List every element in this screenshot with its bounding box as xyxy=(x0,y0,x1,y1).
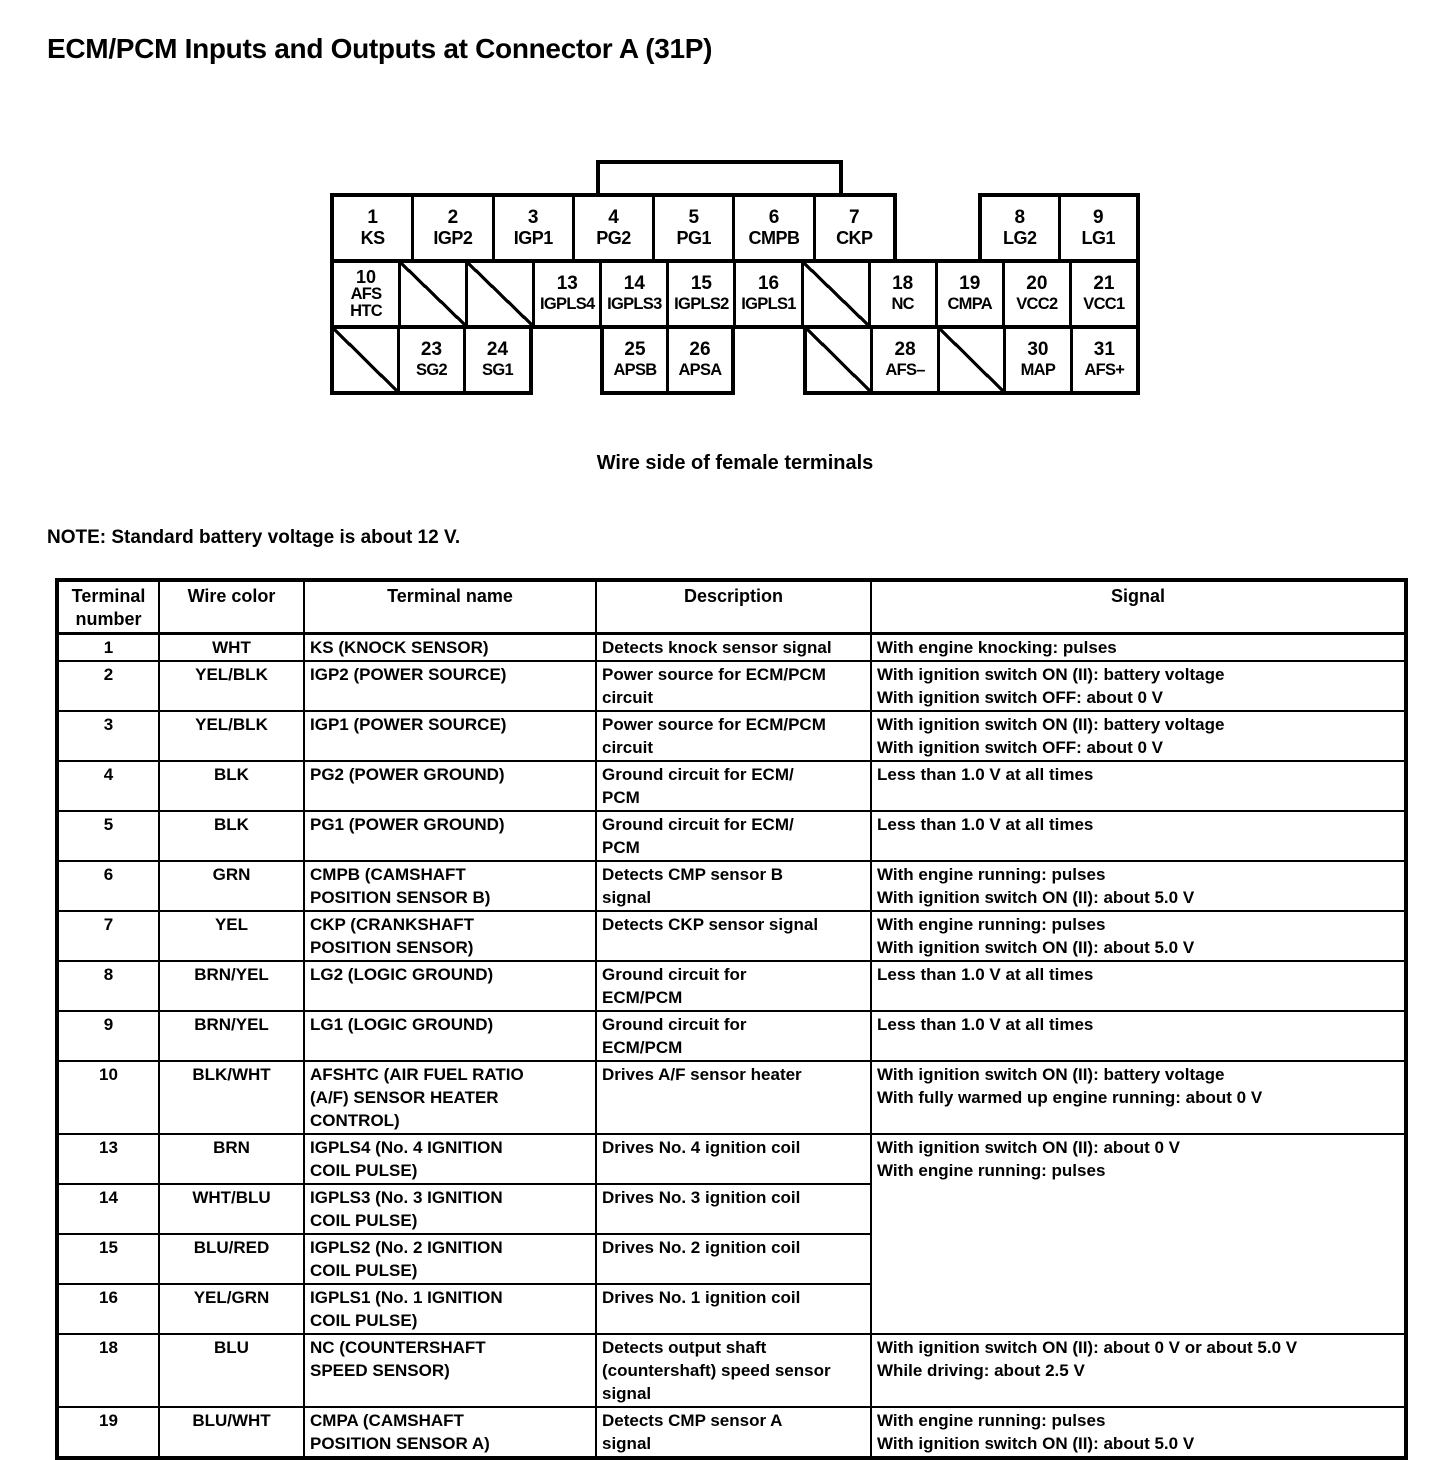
connector-pin-1 xyxy=(334,197,411,259)
pin-label: VCC1 xyxy=(1083,295,1125,313)
pin-number: 18 xyxy=(892,273,914,294)
connector-pin-8 xyxy=(982,197,1058,259)
pin-label: SG1 xyxy=(482,361,513,379)
terminal-name-cell xyxy=(304,661,596,711)
pin-number: 24 xyxy=(486,339,509,360)
wire-color-cell: BLU/WHT xyxy=(159,1407,304,1458)
text-line: PG2 (POWER GROUND) xyxy=(310,765,505,784)
pin-label: APSA xyxy=(678,361,722,379)
text-line: With ignition switch ON (II): battery voltage xyxy=(877,1065,1225,1084)
pin-number: 16 xyxy=(757,273,780,294)
text-line: LG2 (LOGIC GROUND) xyxy=(310,965,494,984)
text-line: LG1 (LOGIC GROUND) xyxy=(310,1015,494,1034)
wire-color-cell: YEL/BLK xyxy=(159,661,304,711)
wire-color-cell: BLK xyxy=(159,761,304,811)
text-line: With ignition switch ON (II): about 0 V or about 5.0 V xyxy=(877,1338,1298,1357)
connector-cell-crossed xyxy=(801,263,868,325)
pin-number: 21 xyxy=(1093,273,1115,294)
text-line: With engine running: pulses xyxy=(877,915,1106,934)
pin-label: CKP xyxy=(836,228,873,248)
connector-pin-23 xyxy=(397,329,463,391)
pin-label: LG1 xyxy=(1081,228,1115,248)
connector-row1-left-group xyxy=(330,193,897,263)
connector-cell-crossed xyxy=(334,329,397,391)
text-line: With ignition switch ON (II): about 5.0 V xyxy=(877,888,1195,907)
text-line: POSITION SENSOR B) xyxy=(310,888,491,907)
description-cell xyxy=(596,711,871,761)
table-header xyxy=(57,580,1406,634)
wire-color-cell: YEL/BLK xyxy=(159,711,304,761)
wire-color-cell: YEL/GRN xyxy=(159,1284,304,1334)
pin-label: IGPLS1 xyxy=(741,295,796,313)
text-line: Power source for ECM/PCM xyxy=(602,665,826,684)
wire-color-cell: WHT xyxy=(159,634,304,662)
connector-pin-26 xyxy=(666,329,731,391)
pin-number: 20 xyxy=(1026,273,1048,294)
connector-pin-9 xyxy=(1058,197,1137,259)
text-line: Ground circuit for ECM/ xyxy=(602,765,794,784)
terminal-number-cell: 14 xyxy=(57,1184,159,1234)
signal-cell xyxy=(871,961,1406,1011)
connector-cell-crossed xyxy=(937,329,1003,391)
pin-number: 31 xyxy=(1093,339,1115,360)
text-line: With ignition switch ON (II): about 0 V xyxy=(877,1138,1180,1157)
table-row xyxy=(57,1061,1406,1134)
pin-number: 3 xyxy=(527,207,539,228)
header-wire-color: Wire color xyxy=(159,580,304,634)
pin-number: 19 xyxy=(959,273,981,294)
text-line: signal xyxy=(602,888,652,907)
pin-number: 4 xyxy=(608,207,619,228)
terminal-number-cell: 9 xyxy=(57,1011,159,1061)
pin-label: AFS xyxy=(350,284,382,303)
terminal-number-cell: 19 xyxy=(57,1407,159,1458)
connector-pin-15 xyxy=(666,263,733,325)
text-line: Detects CMP sensor A xyxy=(602,1411,783,1430)
text-line: With ignition switch OFF: about 0 V xyxy=(877,738,1163,757)
text-line: Detects CMP sensor B xyxy=(602,865,784,884)
text-line: With ignition switch OFF: about 0 V xyxy=(877,688,1163,707)
signal-cell xyxy=(871,711,1406,761)
terminal-name-cell xyxy=(304,1011,596,1061)
text-line: IGP2 (POWER SOURCE) xyxy=(310,665,507,684)
text-line: NC (COUNTERSHAFT xyxy=(310,1338,486,1357)
description-cell xyxy=(596,911,871,961)
connector-pin-7 xyxy=(813,197,893,259)
description-cell xyxy=(596,1061,871,1134)
text-line: Drives No. 1 ignition coil xyxy=(602,1288,801,1307)
description-cell xyxy=(596,1407,871,1458)
signal-cell xyxy=(871,761,1406,811)
pin-label: NC xyxy=(891,295,914,313)
signal-cell xyxy=(871,1061,1406,1134)
connector-pin-3 xyxy=(492,197,572,259)
terminal-number-cell: 7 xyxy=(57,911,159,961)
terminal-name-cell xyxy=(304,961,596,1011)
text-line: With ignition switch ON (II): battery voltage xyxy=(877,715,1225,734)
terminal-number-cell: 1 xyxy=(57,634,159,662)
text-line: With fully warmed up engine running: about 0 V xyxy=(877,1088,1263,1107)
terminal-number-cell: 4 xyxy=(57,761,159,811)
text-line: CONTROL) xyxy=(310,1111,400,1130)
pin-number: 5 xyxy=(688,207,700,228)
text-line: Detects CKP sensor signal xyxy=(602,915,819,934)
connector-pin-14 xyxy=(599,263,666,325)
wire-color-cell: BRN/YEL xyxy=(159,961,304,1011)
table-row xyxy=(57,711,1406,761)
pin-label: VCC2 xyxy=(1016,295,1058,313)
terminal-number-cell: 3 xyxy=(57,711,159,761)
wire-color-cell: WHT/BLU xyxy=(159,1184,304,1234)
text-line: Detects knock sensor signal xyxy=(602,638,832,657)
signal-cell xyxy=(871,634,1406,662)
signal-cell xyxy=(871,811,1406,861)
pin-number: 9 xyxy=(1092,207,1104,228)
text-line: PG1 (POWER GROUND) xyxy=(310,815,505,834)
connector-row3-middle-group xyxy=(600,325,735,395)
description-cell xyxy=(596,1334,871,1407)
text-line: While driving: about 2.5 V xyxy=(877,1361,1085,1380)
pin-label: APSB xyxy=(613,361,657,379)
text-line: (countershaft) speed sensor xyxy=(602,1361,831,1380)
text-line: Less than 1.0 V at all times xyxy=(877,965,1094,984)
text-line: Detects output shaft xyxy=(602,1338,767,1357)
table-body xyxy=(57,634,1406,1459)
description-cell xyxy=(596,1134,871,1184)
table-row xyxy=(57,961,1406,1011)
text-line: COIL PULSE) xyxy=(310,1211,418,1230)
text-line: CKP (CRANKSHAFT xyxy=(310,915,475,934)
terminal-name-cell xyxy=(304,711,596,761)
signal-cell xyxy=(871,661,1406,711)
table-row xyxy=(57,1407,1406,1458)
text-line: COIL PULSE) xyxy=(310,1161,418,1180)
description-cell xyxy=(596,634,871,662)
text-line: With ignition switch ON (II): battery voltage xyxy=(877,665,1225,684)
connector-pin-6 xyxy=(732,197,812,259)
text-line: Power source for ECM/PCM xyxy=(602,715,826,734)
wire-color-cell: BLU/RED xyxy=(159,1234,304,1284)
text-line: POSITION SENSOR A) xyxy=(310,1434,490,1453)
connector-pin-5 xyxy=(652,197,732,259)
text-line: signal xyxy=(602,1384,652,1403)
pin-number: 15 xyxy=(690,273,712,294)
terminal-table xyxy=(55,578,1408,1460)
text-line: Drives No. 4 ignition coil xyxy=(602,1138,801,1157)
table-row xyxy=(57,1334,1406,1407)
wire-color-cell: BRN/YEL xyxy=(159,1011,304,1061)
table-header-row xyxy=(57,580,1406,634)
pin-number: 2 xyxy=(447,207,459,228)
connector-row3-left-group xyxy=(330,325,533,395)
text-line: COIL PULSE) xyxy=(310,1311,418,1330)
pin-label: IGP1 xyxy=(513,228,553,248)
signal-cell xyxy=(871,1334,1406,1407)
text-line: ECM/PCM xyxy=(602,988,683,1007)
description-cell xyxy=(596,761,871,811)
table-row xyxy=(57,661,1406,711)
text-line: (A/F) SENSOR HEATER xyxy=(310,1088,499,1107)
wire-color-cell: BLK xyxy=(159,811,304,861)
connector-pin-10 xyxy=(334,263,398,325)
terminal-name-cell xyxy=(304,1184,596,1234)
text-line: Drives No. 2 ignition coil xyxy=(602,1238,801,1257)
text-line: With engine running: pulses xyxy=(877,1161,1106,1180)
text-line: PCM xyxy=(602,838,640,857)
pin-number: 1 xyxy=(367,207,378,228)
connector-pin-4 xyxy=(572,197,652,259)
terminal-number-cell: 18 xyxy=(57,1334,159,1407)
text-line: IGPLS2 (No. 2 IGNITION xyxy=(310,1238,503,1257)
signal-cell xyxy=(871,1011,1406,1061)
connector-pin-16 xyxy=(733,263,800,325)
table-row xyxy=(57,1134,1406,1184)
header-signal: Signal xyxy=(871,580,1406,634)
pin-number: 28 xyxy=(894,339,916,360)
text-line: COIL PULSE) xyxy=(310,1261,418,1280)
text-line: IGPLS1 (No. 1 IGNITION xyxy=(310,1288,503,1307)
table-row xyxy=(57,1011,1406,1061)
pin-label: MAP xyxy=(1020,361,1056,379)
pin-number: 25 xyxy=(624,339,646,360)
terminal-name-cell xyxy=(304,1407,596,1458)
pin-label: HTC xyxy=(350,301,382,320)
pin-number: 10 xyxy=(356,266,377,287)
terminal-number-cell: 16 xyxy=(57,1284,159,1334)
pin-label: SG2 xyxy=(416,361,447,379)
pin-label: IGPLS3 xyxy=(607,295,662,313)
text-line: AFSHTC (AIR FUEL RATIO xyxy=(310,1065,524,1084)
pin-label: IGPLS2 xyxy=(674,295,729,313)
terminal-number-cell: 13 xyxy=(57,1134,159,1184)
terminal-name-cell xyxy=(304,761,596,811)
terminal-name-cell xyxy=(304,861,596,911)
connector-pin-21 xyxy=(1069,263,1136,325)
description-cell xyxy=(596,661,871,711)
signal-cell xyxy=(871,911,1406,961)
wire-color-cell: GRN xyxy=(159,861,304,911)
connector-pin-13 xyxy=(532,263,599,325)
wire-color-cell: BRN xyxy=(159,1134,304,1184)
pin-number: 8 xyxy=(1014,207,1026,228)
connector-row2-group xyxy=(330,259,1140,329)
connector-caption: Wire side of female terminals xyxy=(596,452,874,474)
connector-pin-24 xyxy=(463,329,529,391)
terminal-name-cell xyxy=(304,1334,596,1407)
pin-label: LG2 xyxy=(1002,228,1037,248)
pin-label: KS xyxy=(360,228,385,248)
text-line: Less than 1.0 V at all times xyxy=(877,815,1094,834)
table-row xyxy=(57,634,1406,662)
wire-color-cell: BLK/WHT xyxy=(159,1061,304,1134)
table-row xyxy=(57,911,1406,961)
text-line: Ground circuit for ECM/ xyxy=(602,815,794,834)
table-row xyxy=(57,861,1406,911)
description-cell xyxy=(596,861,871,911)
connector-pin-2 xyxy=(411,197,491,259)
description-cell xyxy=(596,961,871,1011)
description-cell xyxy=(596,1011,871,1061)
pin-number: 23 xyxy=(420,339,443,360)
connector-cell-crossed xyxy=(398,263,465,325)
text-line: With engine running: pulses xyxy=(877,865,1106,884)
pin-label: AFS+ xyxy=(1084,361,1125,379)
signal-cell xyxy=(871,861,1406,911)
description-cell xyxy=(596,1184,871,1234)
text-line: IGP1 (POWER SOURCE) xyxy=(310,715,507,734)
connector-diagram xyxy=(330,160,1140,400)
header-description: Description xyxy=(596,580,871,634)
battery-voltage-note: NOTE: Standard battery voltage is about 12 V. xyxy=(47,527,461,548)
text-line: SPEED SENSOR) xyxy=(310,1361,450,1380)
connector-pin-28 xyxy=(870,329,936,391)
text-line: Less than 1.0 V at all times xyxy=(877,1015,1094,1034)
text-line: circuit xyxy=(602,688,654,707)
connector-pin-31 xyxy=(1070,329,1136,391)
connector-row3-right-group xyxy=(803,325,1140,395)
terminal-number-cell: 6 xyxy=(57,861,159,911)
terminal-number-cell: 8 xyxy=(57,961,159,1011)
text-line: IGPLS3 (No. 3 IGNITION xyxy=(310,1188,503,1207)
pin-label: IGPLS4 xyxy=(540,295,595,313)
pin-label: AFS– xyxy=(885,361,925,379)
pin-label: IGP2 xyxy=(433,228,473,248)
text-line: signal xyxy=(602,1434,652,1453)
terminal-number-cell: 2 xyxy=(57,661,159,711)
header-terminal-name: Terminal name xyxy=(304,580,596,634)
terminal-name-cell xyxy=(304,1234,596,1284)
wire-color-cell: YEL xyxy=(159,911,304,961)
pin-number: 26 xyxy=(689,339,711,360)
text-line: Ground circuit for xyxy=(602,965,747,984)
text-line: IGPLS4 (No. 4 IGNITION xyxy=(310,1138,503,1157)
terminal-number-cell: 5 xyxy=(57,811,159,861)
connector-cell-crossed xyxy=(807,329,870,391)
pin-number: 30 xyxy=(1027,339,1049,360)
text-line: ECM/PCM xyxy=(602,1038,683,1057)
signal-cell xyxy=(871,1407,1406,1458)
text-line: With engine knocking: pulses xyxy=(877,638,1117,657)
terminal-name-cell xyxy=(304,811,596,861)
terminal-name-cell xyxy=(304,911,596,961)
text-line: With ignition switch ON (II): about 5.0 V xyxy=(877,938,1195,957)
description-cell xyxy=(596,1284,871,1334)
pin-number: 6 xyxy=(768,207,780,228)
table-row xyxy=(57,811,1406,861)
text-line: With ignition switch ON (II): about 5.0 V xyxy=(877,1434,1195,1453)
connector-row1-right-group xyxy=(978,193,1140,263)
header-terminal-number: Terminal number xyxy=(57,580,159,634)
text-line: KS (KNOCK SENSOR) xyxy=(310,638,489,657)
connector-pin-30 xyxy=(1003,329,1069,391)
text-line: POSITION SENSOR) xyxy=(310,938,474,957)
terminal-name-cell xyxy=(304,634,596,662)
text-line: Less than 1.0 V at all times xyxy=(877,765,1094,784)
text-line: CMPA (CAMSHAFT xyxy=(310,1411,464,1430)
signal-cell-merged xyxy=(871,1134,1406,1334)
terminal-number-cell: 15 xyxy=(57,1234,159,1284)
text-line: Ground circuit for xyxy=(602,1015,747,1034)
page-title: ECM/PCM Inputs and Outputs at Connector A (31P) xyxy=(47,33,713,64)
text-line: With engine running: pulses xyxy=(877,1411,1106,1430)
terminal-name-cell xyxy=(304,1061,596,1134)
text-line: Drives A/F sensor heater xyxy=(602,1065,802,1084)
connector-pin-20 xyxy=(1002,263,1069,325)
pin-number: 14 xyxy=(623,273,645,294)
terminal-number-cell: 10 xyxy=(57,1061,159,1134)
pin-label: CMPB xyxy=(748,228,800,248)
description-cell xyxy=(596,811,871,861)
text-line: CMPB (CAMSHAFT xyxy=(310,865,466,884)
terminal-name-cell xyxy=(304,1134,596,1184)
pin-number: 7 xyxy=(849,207,860,228)
description-cell xyxy=(596,1234,871,1284)
pin-number: 13 xyxy=(556,273,578,294)
terminal-name-cell xyxy=(304,1284,596,1334)
text-line: Drives No. 3 ignition coil xyxy=(602,1188,801,1207)
text-line: PCM xyxy=(602,788,640,807)
table-row xyxy=(57,761,1406,811)
pin-label: CMPA xyxy=(947,295,993,313)
connector-cell-crossed xyxy=(465,263,532,325)
connector-pin-19 xyxy=(935,263,1002,325)
wire-color-cell: BLU xyxy=(159,1334,304,1407)
pin-label: PG2 xyxy=(596,228,631,248)
connector-pin-18 xyxy=(868,263,935,325)
text-line: circuit xyxy=(602,738,654,757)
pin-label: PG1 xyxy=(676,228,712,248)
connector-pin-25 xyxy=(604,329,666,391)
